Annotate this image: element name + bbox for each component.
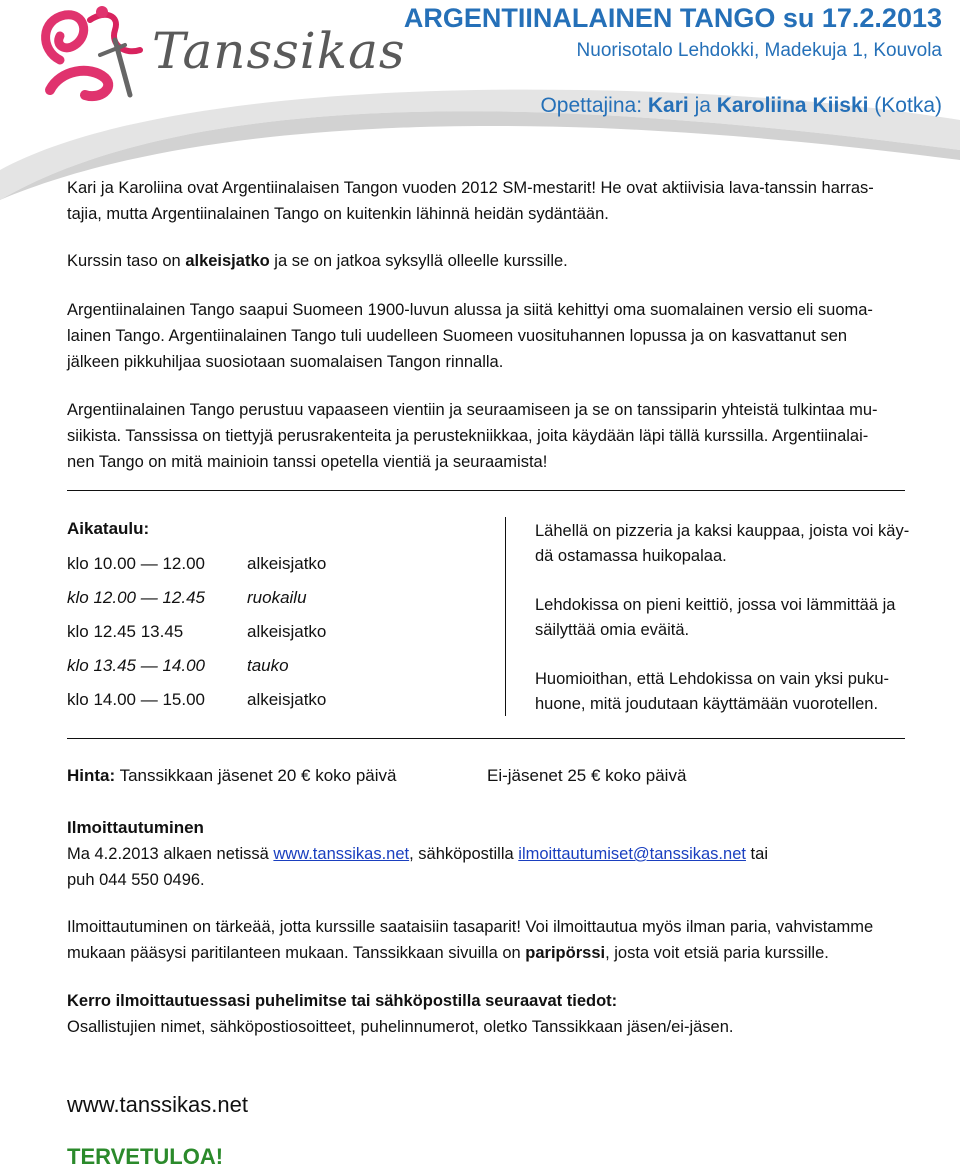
schedule-row: klo 14.00 — 15.00 alkeisjatko: [67, 690, 327, 709]
column-divider: [505, 517, 506, 716]
intro-paragraph-1: Kari ja Karoliina ovat Argentiinalaisen Tangon vuoden 2012 SM-mestarit! He ovat aktiivisia lava-tanssin harras- tajia, mutta Argentiinalainen Tango on kuitenkin lähinnä heidän sydäntään.: [67, 179, 874, 223]
email-link[interactable]: ilmoittautumiset@tanssikas.net: [518, 845, 746, 863]
schedule-row: klo 13.45 — 14.00 tauko: [67, 656, 289, 675]
side-note-food: Lähellä on pizzeria ja kaksi kauppaa, joista voi käy- dä ostamassa huikopalaa.: [535, 522, 910, 565]
intro-paragraph-4: Argentiinalainen Tango perustuu vapaaseen vientiin ja seuraamiseen ja se on tanssiparin yhteistä tulkintaa mu- siikista. Tanssissa on tiettyjä perusrakenteita ja perustekniikkaa, joita käydään läpi tällä kurssilla. Argentiinalai- nen Tango on mitä mainioin tanssi opetella vientiä ja seuraamista!: [67, 401, 878, 471]
dancers-logo-icon: [30, 0, 150, 110]
teachers-line: Opettajina: Kari ja Karoliina Kiiski (Kotka): [540, 94, 942, 117]
registration-heading: Ilmoittautuminen: [67, 818, 204, 837]
registration-info: Kerro ilmoittautuessasi puhelimitse tai sähköpostilla seuraavat tiedot: Osallistujien nimet, sähköpostiosoitteet, puhelinnumerot, oletko Tanssikkaan jäsen/ei-jäsen.: [67, 992, 734, 1036]
schedule-row: klo 10.00 — 12.00 alkeisjatko: [67, 554, 327, 573]
price-members: Hinta: Tanssikkaan jäsenet 20 € koko päivä: [67, 766, 397, 785]
event-title: ARGENTIINALAINEN TANGO su 17.2.2013: [403, 3, 942, 33]
schedule-row: klo 12.00 — 12.45 ruokailu: [67, 588, 307, 607]
side-note-dressing-room: Huomioithan, että Lehdokissa on vain yksi puku- huone, mitä joudutaan käyttämään vuorotellen.: [535, 670, 890, 713]
logo-wordmark: Tanssikas: [152, 22, 406, 80]
divider: [67, 490, 905, 491]
schedule-heading: Aikataulu:: [67, 519, 150, 538]
website-link[interactable]: www.tanssikas.net: [273, 845, 410, 863]
footer-website: www.tanssikas.net: [67, 1092, 248, 1117]
tanssikas-logo: [30, 0, 406, 110]
registration-details: Ma 4.2.2013 alkaen netissä www.tanssikas.net, sähköpostilla ilmoittautumiset@tanssikas.net tai puh 044 550 0496.: [67, 845, 768, 889]
price-nonmembers: Ei-jäsenet 25 € koko päivä: [487, 766, 687, 785]
event-venue: Nuorisotalo Lehdokki, Madekuja 1, Kouvola: [576, 40, 942, 61]
welcome-text: TERVETULOA!: [67, 1144, 224, 1169]
side-note-kitchen: Lehdokissa on pieni keittiö, jossa voi lämmittää ja säilyttää omia eväitä.: [535, 596, 896, 639]
intro-paragraph-2: Kurssin taso on alkeisjatko ja se on jatkoa syksyllä olleelle kurssille.: [67, 252, 568, 270]
registration-note: Ilmoittautuminen on tärkeää, jotta kurssille saataisiin tasaparit! Voi ilmoittautua myös ilman paria, vahvistamme mukaan pääsysi paritilanteen mukaan. Tanssikkaan sivuilla on paripörssi, josta voit etsiä paria kurssille.: [67, 918, 874, 962]
schedule-row: klo 12.45 13.45 alkeisjatko: [67, 622, 327, 641]
divider: [67, 738, 905, 739]
intro-paragraph-3: Argentiinalainen Tango saapui Suomeen 1900-luvun alussa ja siitä kehittyi oma suomalainen versio eli suoma- lainen Tango. Argentiinalainen Tango tuli uudelleen Suomeen vuosituhannen lopussa ja on kasvattanut sen jälkeen pikkuhiljaa suosiotaan suomalaisen Tangon rinnalla.: [67, 301, 873, 371]
